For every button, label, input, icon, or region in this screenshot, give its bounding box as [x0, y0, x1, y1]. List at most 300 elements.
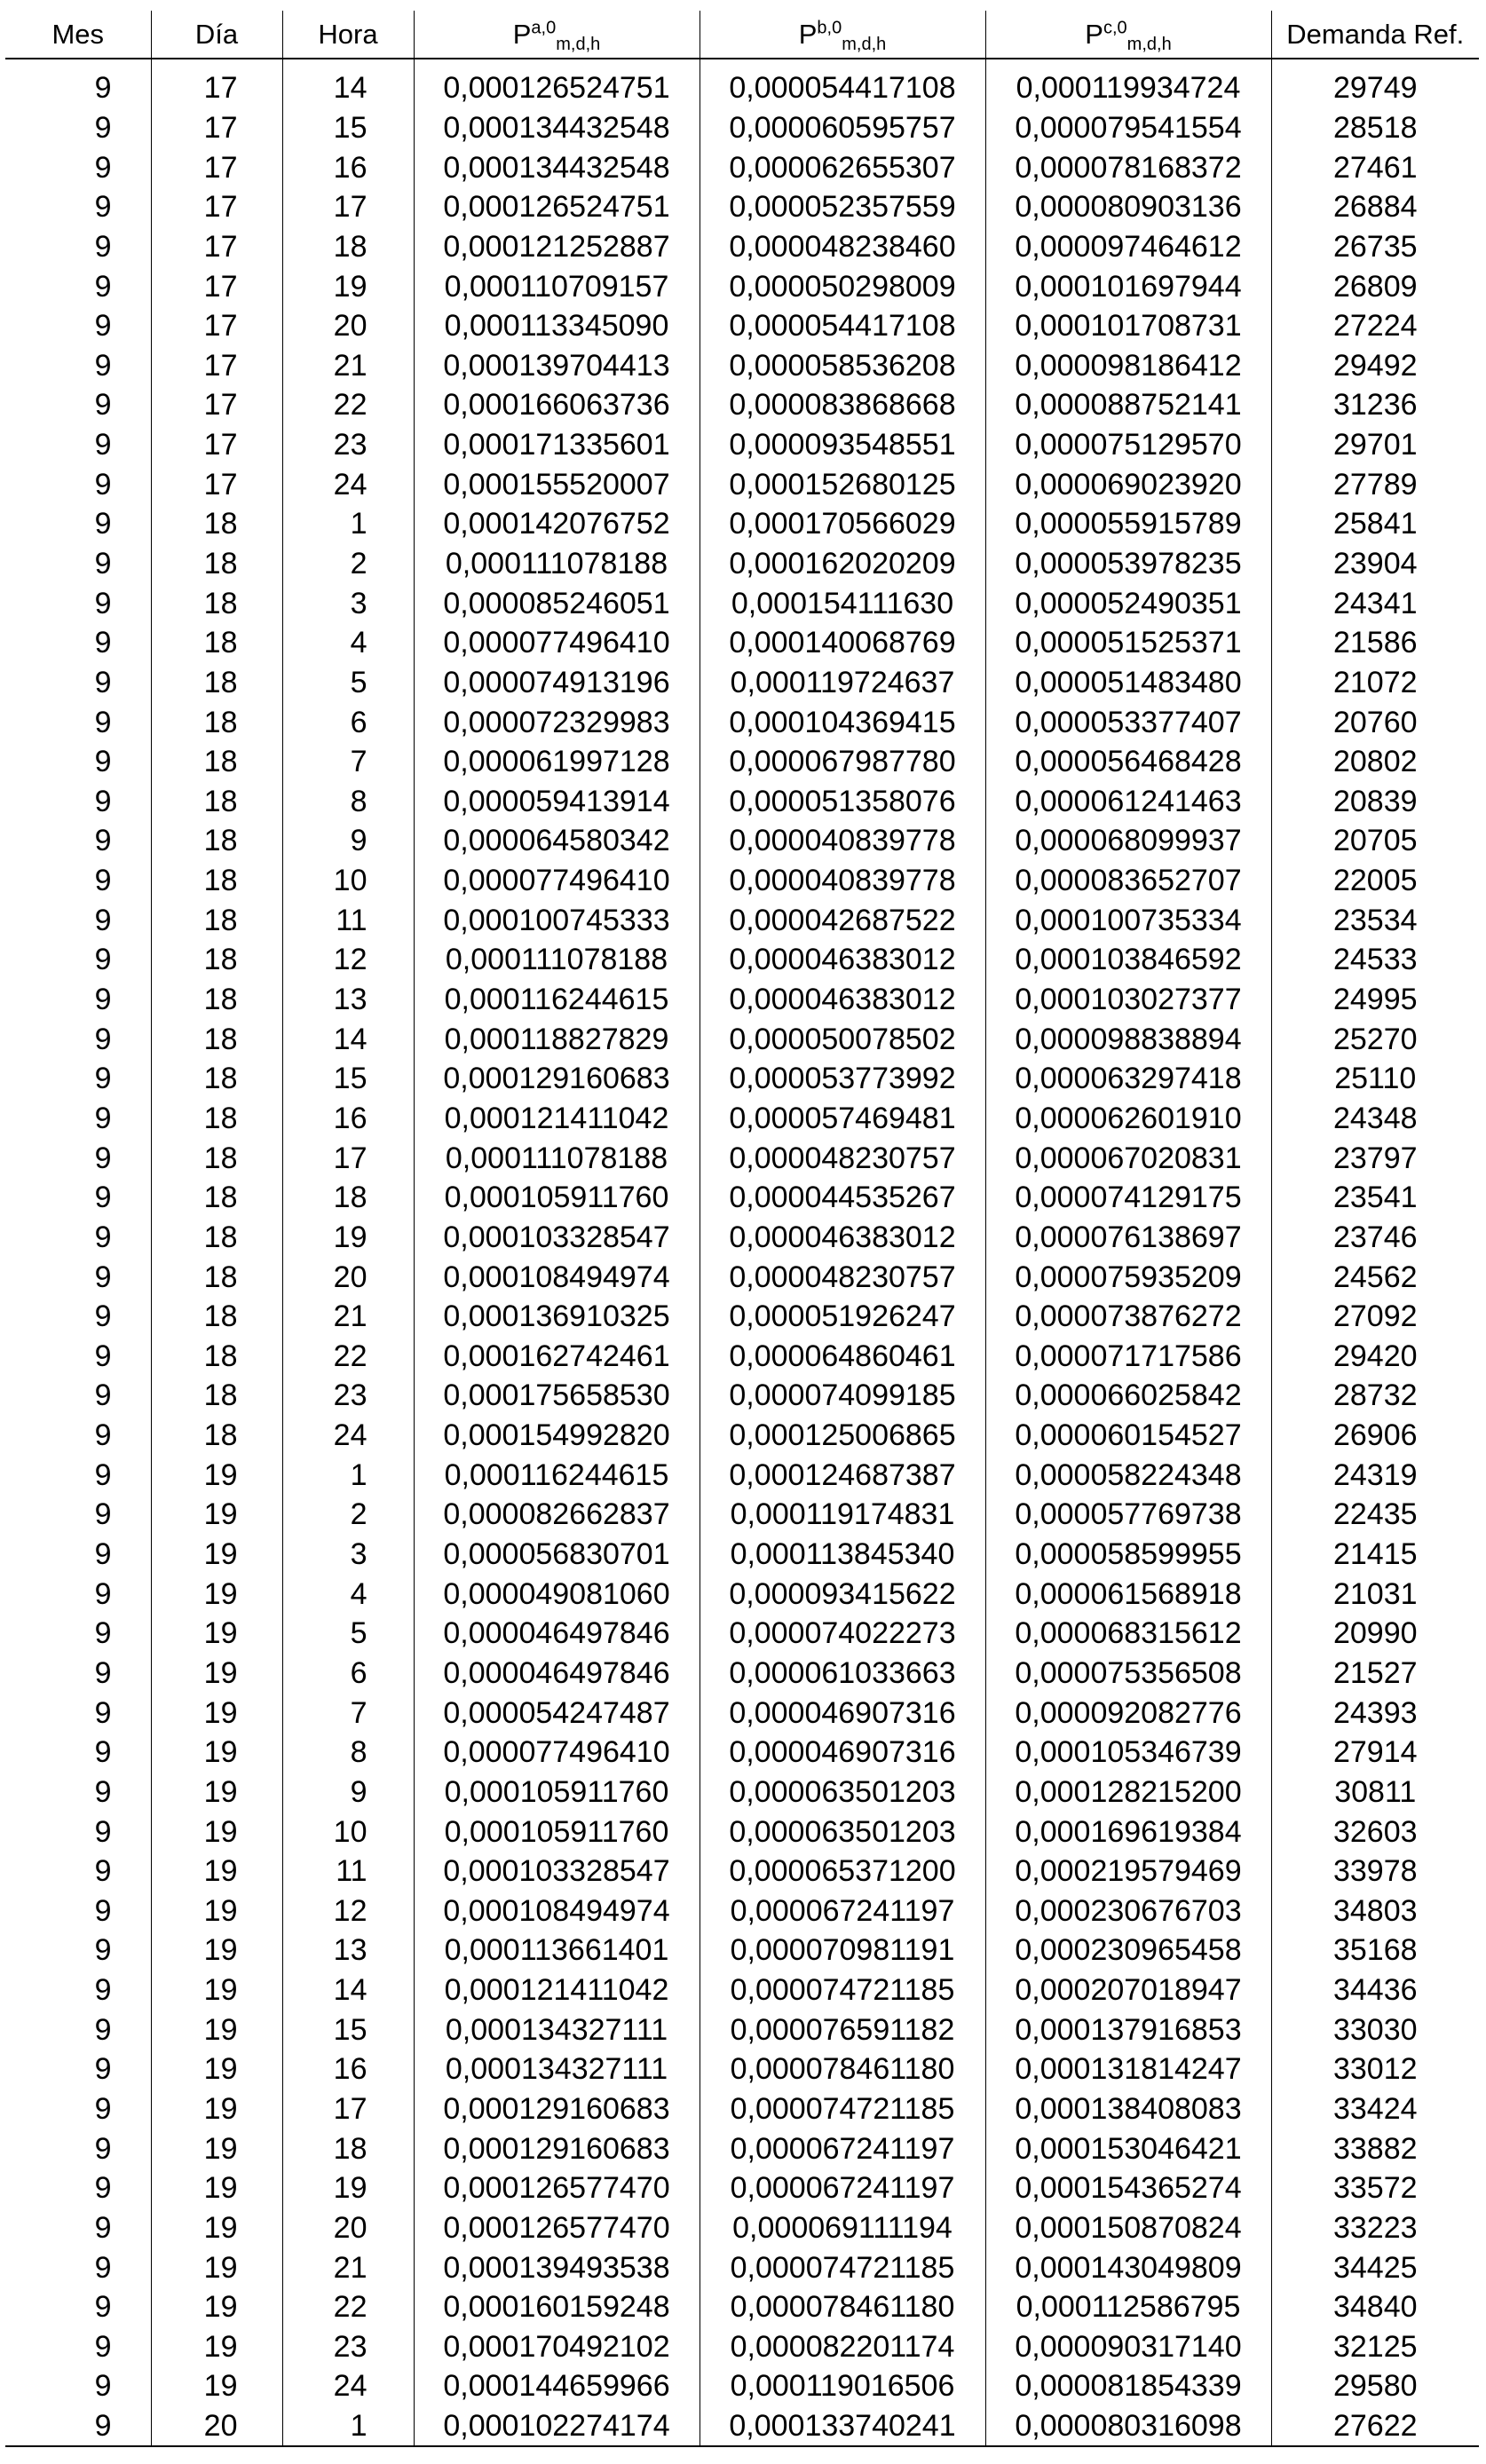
cell-dia: 19: [151, 2247, 282, 2287]
cell-pa: 0,000155520007: [414, 464, 700, 504]
cell-pa: 0,000129160683: [414, 2128, 700, 2168]
cell-mes: 9: [94, 903, 112, 937]
cell-dia: 19: [151, 1574, 282, 1614]
cell-demanda: 27914: [1271, 1733, 1479, 1773]
cell-mes: 9: [94, 547, 112, 580]
cell-pa: 0,000105911760: [414, 1178, 700, 1218]
table-row: [5, 1416, 1479, 1456]
table-row: [5, 544, 1479, 584]
cell-mes: 9: [94, 1893, 112, 1928]
cell-pc: 0,000074129175: [985, 1178, 1271, 1218]
cell-mes: 9: [94, 507, 112, 541]
cell-demanda: 34840: [1271, 2287, 1479, 2327]
table-row: [5, 385, 1479, 425]
table-row: [5, 345, 1479, 385]
cell-pb: 0,000078461180: [700, 2049, 985, 2089]
cell-pc: 0,000138408083: [985, 2089, 1271, 2129]
cell-pa: 0,000077496410: [414, 1733, 700, 1773]
cell-demanda: 27789: [1271, 464, 1479, 504]
cell-dia: 18: [151, 742, 282, 782]
cell-dia: 18: [151, 821, 282, 861]
table-row: [5, 187, 1479, 227]
cell-demanda: 24341: [1271, 583, 1479, 623]
cell-pc: 0,000075129570: [985, 425, 1271, 465]
cell-dia: 19: [151, 1891, 282, 1931]
cell-pb: 0,000093548551: [700, 425, 985, 465]
cell-pa: 0,000126577470: [414, 2208, 700, 2248]
table-header: [5, 11, 1479, 59]
table-row: [5, 2406, 1479, 2447]
cell-mes: 9: [94, 1497, 112, 1532]
cell-hora: 2: [282, 1495, 414, 1535]
cell-mes: 9: [94, 1933, 112, 1968]
cell-dia: 17: [151, 147, 282, 187]
cell-hora: 6: [282, 1654, 414, 1694]
cell-dia: 19: [151, 2366, 282, 2406]
table-row: [5, 1773, 1479, 1812]
cell-dia: 18: [151, 504, 282, 544]
cell-dia: 18: [151, 623, 282, 663]
cell-hora: 19: [282, 2168, 414, 2208]
cell-dia: 19: [151, 2010, 282, 2049]
cell-pc: 0,000067020831: [985, 1138, 1271, 1178]
cell-pa: 0,000100745333: [414, 900, 700, 940]
cell-pc: 0,000068315612: [985, 1614, 1271, 1654]
cell-mes: 9: [94, 1695, 112, 1730]
cell-hora: 24: [282, 1416, 414, 1456]
table-row: [5, 1733, 1479, 1773]
table-row: [5, 2247, 1479, 2287]
cell-hora: 14: [282, 1970, 414, 2010]
cell-dia: 17: [151, 345, 282, 385]
cell-mes: 9: [94, 864, 112, 898]
cell-dia: 18: [151, 900, 282, 940]
cell-hora: 18: [282, 2128, 414, 2168]
table-row: [5, 663, 1479, 703]
cell-pc: 0,000207018947: [985, 1970, 1271, 2010]
cell-demanda: 23746: [1271, 1218, 1479, 1258]
cell-demanda: 23797: [1271, 1138, 1479, 1178]
cell-demanda: 21527: [1271, 1654, 1479, 1694]
cell-mes: 9: [94, 1101, 112, 1135]
cell-pb: 0,000078461180: [700, 2287, 985, 2327]
cell-dia: 17: [151, 385, 282, 425]
table-row: [5, 900, 1479, 940]
cell-hora: 10: [282, 861, 414, 901]
cell-hora: 23: [282, 425, 414, 465]
table-row: [5, 2287, 1479, 2327]
cell-mes: 9: [94, 665, 112, 699]
header-pc-sup: c,0: [1103, 18, 1127, 38]
cell-hora: 17: [282, 2089, 414, 2129]
cell-pc: 0,000101708731: [985, 306, 1271, 346]
cell-pb: 0,000048230757: [700, 1138, 985, 1178]
cell-hora: 18: [282, 227, 414, 267]
cell-pb: 0,000060595757: [700, 108, 985, 148]
cell-hora: 14: [282, 59, 414, 108]
header-pc-sub: m,d,h: [1126, 34, 1172, 54]
cell-pa: 0,000162742461: [414, 1337, 700, 1377]
table-row: [5, 1535, 1479, 1575]
cell-hora: 7: [282, 742, 414, 782]
cell-mes: 9: [94, 309, 112, 344]
cell-pa: 0,000111078188: [414, 544, 700, 584]
cell-hora: 21: [282, 345, 414, 385]
cell-dia: 18: [151, 980, 282, 1020]
table-body: [5, 59, 1479, 2446]
cell-hora: 4: [282, 623, 414, 663]
cell-dia: 20: [151, 2406, 282, 2447]
cell-mes: 9: [94, 1022, 112, 1056]
table-row: [5, 1693, 1479, 1733]
cell-hora: 24: [282, 2366, 414, 2406]
cell-hora: 13: [282, 1931, 414, 1970]
cell-pb: 0,000119174831: [700, 1495, 985, 1535]
table-row: [5, 1019, 1479, 1059]
cell-hora: 8: [282, 782, 414, 822]
cell-dia: 18: [151, 583, 282, 623]
cell-dia: 19: [151, 1931, 282, 1970]
cell-demanda: 27224: [1271, 306, 1479, 346]
table-row: [5, 2168, 1479, 2208]
table-row: [5, 1138, 1479, 1178]
cell-demanda: 24348: [1271, 1099, 1479, 1139]
cell-pa: 0,000105911760: [414, 1812, 700, 1852]
table-row: [5, 2049, 1479, 2089]
cell-hora: 14: [282, 1019, 414, 1059]
cell-pa: 0,000126577470: [414, 2168, 700, 2208]
cell-demanda: 35168: [1271, 1931, 1479, 1970]
cell-pc: 0,000056468428: [985, 742, 1271, 782]
table-row: [5, 1574, 1479, 1614]
cell-pa: 0,000072329983: [414, 702, 700, 742]
cell-demanda: 33424: [1271, 2089, 1479, 2129]
cell-pc: 0,000051525371: [985, 623, 1271, 663]
cell-mes: 9: [94, 784, 112, 818]
cell-mes: 9: [94, 1299, 112, 1334]
cell-dia: 18: [151, 1337, 282, 1377]
cell-dia: 18: [151, 1297, 282, 1337]
cell-hora: 5: [282, 663, 414, 703]
cell-pa: 0,000126524751: [414, 59, 700, 108]
cell-demanda: 29701: [1271, 425, 1479, 465]
cell-dia: 18: [151, 1099, 282, 1139]
cell-pb: 0,000061033663: [700, 1654, 985, 1694]
cell-dia: 18: [151, 1138, 282, 1178]
cell-pb: 0,000067241197: [700, 1891, 985, 1931]
cell-pc: 0,000053377407: [985, 702, 1271, 742]
table-row: [5, 1812, 1479, 1852]
cell-mes: 9: [94, 348, 112, 383]
cell-pa: 0,000108494974: [414, 1257, 700, 1297]
cell-hora: 12: [282, 1891, 414, 1931]
cell-pa: 0,000103328547: [414, 1218, 700, 1258]
cell-mes: 9: [94, 586, 112, 620]
cell-hora: 23: [282, 1376, 414, 1416]
header-pc: [985, 11, 1271, 59]
cell-pc: 0,000075356508: [985, 1654, 1271, 1694]
cell-pc: 0,000080316098: [985, 2406, 1271, 2447]
cell-pc: 0,000057769738: [985, 1495, 1271, 1535]
cell-pc: 0,000100735334: [985, 900, 1271, 940]
cell-pb: 0,000074099185: [700, 1376, 985, 1416]
cell-pc: 0,000069023920: [985, 464, 1271, 504]
cell-hora: 4: [282, 1574, 414, 1614]
cell-dia: 19: [151, 1693, 282, 1733]
table-row: [5, 2327, 1479, 2367]
cell-pb: 0,000124687387: [700, 1455, 985, 1495]
header-pb-base: P: [798, 18, 818, 50]
cell-pc: 0,000098186412: [985, 345, 1271, 385]
cell-mes: 9: [94, 2171, 112, 2206]
cell-mes: 9: [94, 428, 112, 462]
cell-pa: 0,000171335601: [414, 425, 700, 465]
cell-dia: 17: [151, 108, 282, 148]
cell-pb: 0,000162020209: [700, 544, 985, 584]
cell-pc: 0,000131814247: [985, 2049, 1271, 2089]
cell-demanda: 24319: [1271, 1455, 1479, 1495]
cell-pa: 0,000102274174: [414, 2406, 700, 2447]
cell-mes: 9: [94, 2250, 112, 2285]
cell-dia: 19: [151, 1733, 282, 1773]
cell-pb: 0,000113845340: [700, 1535, 985, 1575]
cell-pb: 0,000051926247: [700, 1297, 985, 1337]
cell-pa: 0,000136910325: [414, 1297, 700, 1337]
table-row: [5, 1654, 1479, 1694]
cell-mes: 9: [94, 705, 112, 739]
cell-dia: 18: [151, 663, 282, 703]
cell-mes: 9: [94, 2369, 112, 2404]
cell-pb: 0,000067987780: [700, 742, 985, 782]
cell-hora: 7: [282, 1693, 414, 1733]
cell-demanda: 26884: [1271, 187, 1479, 227]
table-row: [5, 227, 1479, 267]
cell-pa: 0,000129160683: [414, 2089, 700, 2129]
table-row: [5, 702, 1479, 742]
cell-demanda: 23534: [1271, 900, 1479, 940]
cell-pc: 0,000088752141: [985, 385, 1271, 425]
cell-pb: 0,000040839778: [700, 861, 985, 901]
cell-hora: 19: [282, 1218, 414, 1258]
cell-mes: 9: [94, 388, 112, 423]
cell-pa: 0,000121411042: [414, 1970, 700, 2010]
cell-pb: 0,000076591182: [700, 2010, 985, 2049]
cell-dia: 18: [151, 1257, 282, 1297]
cell-pb: 0,000065371200: [700, 1852, 985, 1891]
cell-pa: 0,000139493538: [414, 2247, 700, 2287]
cell-demanda: 26735: [1271, 227, 1479, 267]
cell-pc: 0,000150870824: [985, 2208, 1271, 2248]
cell-mes: 9: [94, 1181, 112, 1215]
cell-dia: 19: [151, 1455, 282, 1495]
cell-pc: 0,000103027377: [985, 980, 1271, 1020]
cell-pa: 0,000105911760: [414, 1773, 700, 1812]
cell-pa: 0,000064580342: [414, 821, 700, 861]
cell-dia: 19: [151, 2089, 282, 2129]
cell-hora: 21: [282, 2247, 414, 2287]
cell-dia: 19: [151, 1970, 282, 2010]
cell-pc: 0,000103846592: [985, 940, 1271, 980]
cell-demanda: 24995: [1271, 980, 1479, 1020]
cell-mes: 9: [94, 1854, 112, 1889]
cell-pb: 0,000069111194: [700, 2208, 985, 2248]
cell-dia: 18: [151, 861, 282, 901]
cell-demanda: 27092: [1271, 1297, 1479, 1337]
cell-dia: 19: [151, 1812, 282, 1852]
cell-mes: 9: [94, 1220, 112, 1254]
cell-dia: 18: [151, 1019, 282, 1059]
cell-dia: 18: [151, 702, 282, 742]
header-hora: Hora: [282, 11, 414, 59]
cell-hora: 1: [282, 504, 414, 544]
cell-pa: 0,000077496410: [414, 623, 700, 663]
cell-pb: 0,000119016506: [700, 2366, 985, 2406]
cell-demanda: 28518: [1271, 108, 1479, 148]
header-pc-base: P: [1085, 18, 1103, 50]
cell-mes: 9: [94, 626, 112, 660]
table-row: [5, 1970, 1479, 2010]
cell-dia: 17: [151, 227, 282, 267]
cell-hora: 17: [282, 187, 414, 227]
cell-dia: 17: [151, 425, 282, 465]
cell-pb: 0,000119724637: [700, 663, 985, 703]
cell-dia: 19: [151, 2168, 282, 2208]
cell-pc: 0,000080903136: [985, 187, 1271, 227]
cell-pc: 0,000055915789: [985, 504, 1271, 544]
cell-mes: 9: [94, 1457, 112, 1492]
cell-demanda: 20990: [1271, 1614, 1479, 1654]
header-pb-sup: b,0: [817, 18, 842, 38]
cell-pa: 0,000160159248: [414, 2287, 700, 2327]
cell-demanda: 34425: [1271, 2247, 1479, 2287]
cell-pa: 0,000142076752: [414, 504, 700, 544]
cell-pb: 0,000046383012: [700, 980, 985, 1020]
cell-pa: 0,000111078188: [414, 940, 700, 980]
cell-demanda: 27461: [1271, 147, 1479, 187]
cell-hora: 19: [282, 266, 414, 306]
cell-pc: 0,000219579469: [985, 1852, 1271, 1891]
cell-pa: 0,000110709157: [414, 266, 700, 306]
cell-hora: 24: [282, 464, 414, 504]
cell-pc: 0,000098838894: [985, 1019, 1271, 1059]
table-row: [5, 1059, 1479, 1099]
cell-pc: 0,000061568918: [985, 1574, 1271, 1614]
cell-pa: 0,000059413914: [414, 782, 700, 822]
header-pa-sup: a,0: [531, 18, 557, 38]
cell-pa: 0,000139704413: [414, 345, 700, 385]
cell-pa: 0,000074913196: [414, 663, 700, 703]
cell-pb: 0,000042687522: [700, 900, 985, 940]
table-row: [5, 1297, 1479, 1337]
cell-pc: 0,000058599955: [985, 1535, 1271, 1575]
cell-hora: 9: [282, 1773, 414, 1812]
cell-mes: 9: [94, 824, 112, 858]
cell-dia: 19: [151, 2287, 282, 2327]
cell-pc: 0,000119934724: [985, 59, 1271, 108]
table-row: [5, 2128, 1479, 2168]
cell-pb: 0,000051358076: [700, 782, 985, 822]
cell-pa: 0,000121252887: [414, 227, 700, 267]
cell-dia: 17: [151, 306, 282, 346]
cell-pa: 0,000175658530: [414, 1376, 700, 1416]
table-row: [5, 2089, 1479, 2129]
cell-hora: 1: [282, 2406, 414, 2447]
cell-mes: 9: [94, 2290, 112, 2325]
table-row: [5, 59, 1479, 108]
cell-pb: 0,000050078502: [700, 1019, 985, 1059]
table-row: [5, 108, 1479, 148]
cell-demanda: 26809: [1271, 266, 1479, 306]
cell-pc: 0,000060154527: [985, 1416, 1271, 1456]
table-row: [5, 623, 1479, 663]
cell-mes: 9: [94, 1062, 112, 1096]
table-row: [5, 1218, 1479, 1258]
cell-pa: 0,000154992820: [414, 1416, 700, 1456]
cell-demanda: 26906: [1271, 1416, 1479, 1456]
cell-hora: 6: [282, 702, 414, 742]
table-row: [5, 2010, 1479, 2049]
cell-pb: 0,000058536208: [700, 345, 985, 385]
cell-pb: 0,000125006865: [700, 1416, 985, 1456]
cell-pa: 0,000170492102: [414, 2327, 700, 2367]
cell-demanda: 33978: [1271, 1852, 1479, 1891]
cell-pb: 0,000140068769: [700, 623, 985, 663]
cell-dia: 18: [151, 782, 282, 822]
cell-pc: 0,000112586795: [985, 2287, 1271, 2327]
cell-dia: 18: [151, 1059, 282, 1099]
cell-demanda: 33030: [1271, 2010, 1479, 2049]
cell-demanda: 20839: [1271, 782, 1479, 822]
cell-pc: 0,000081854339: [985, 2366, 1271, 2406]
cell-demanda: 24393: [1271, 1693, 1479, 1733]
cell-pb: 0,000074721185: [700, 2247, 985, 2287]
cell-pb: 0,000048230757: [700, 1257, 985, 1297]
cell-pc: 0,000075935209: [985, 1257, 1271, 1297]
cell-dia: 17: [151, 266, 282, 306]
cell-demanda: 22435: [1271, 1495, 1479, 1535]
table-row: [5, 1614, 1479, 1654]
cell-pa: 0,000121411042: [414, 1099, 700, 1139]
cell-dia: 19: [151, 1535, 282, 1575]
cell-hora: 12: [282, 940, 414, 980]
cell-hora: 16: [282, 1099, 414, 1139]
cell-mes: 9: [94, 269, 112, 304]
cell-pc: 0,000068099937: [985, 821, 1271, 861]
cell-pc: 0,000051483480: [985, 663, 1271, 703]
cell-pa: 0,000134432548: [414, 108, 700, 148]
table-row: [5, 504, 1479, 544]
cell-pb: 0,000048238460: [700, 227, 985, 267]
cell-pb: 0,000046907316: [700, 1693, 985, 1733]
cell-pa: 0,000108494974: [414, 1891, 700, 1931]
cell-pc: 0,000083652707: [985, 861, 1271, 901]
table-row: [5, 2366, 1479, 2406]
cell-pa: 0,000134327111: [414, 2010, 700, 2049]
cell-demanda: 20760: [1271, 702, 1479, 742]
cell-pc: 0,000090317140: [985, 2327, 1271, 2367]
cell-pc: 0,000097464612: [985, 227, 1271, 267]
cell-pb: 0,000152680125: [700, 464, 985, 504]
cell-mes: 9: [94, 745, 112, 779]
cell-demanda: 24562: [1271, 1257, 1479, 1297]
cell-demanda: 23541: [1271, 1178, 1479, 1218]
cell-pa: 0,000049081060: [414, 1574, 700, 1614]
cell-mes: 9: [94, 229, 112, 264]
cell-demanda: 20705: [1271, 821, 1479, 861]
cell-pb: 0,000050298009: [700, 266, 985, 306]
cell-hora: 8: [282, 1733, 414, 1773]
cell-pc: 0,000092082776: [985, 1693, 1271, 1733]
